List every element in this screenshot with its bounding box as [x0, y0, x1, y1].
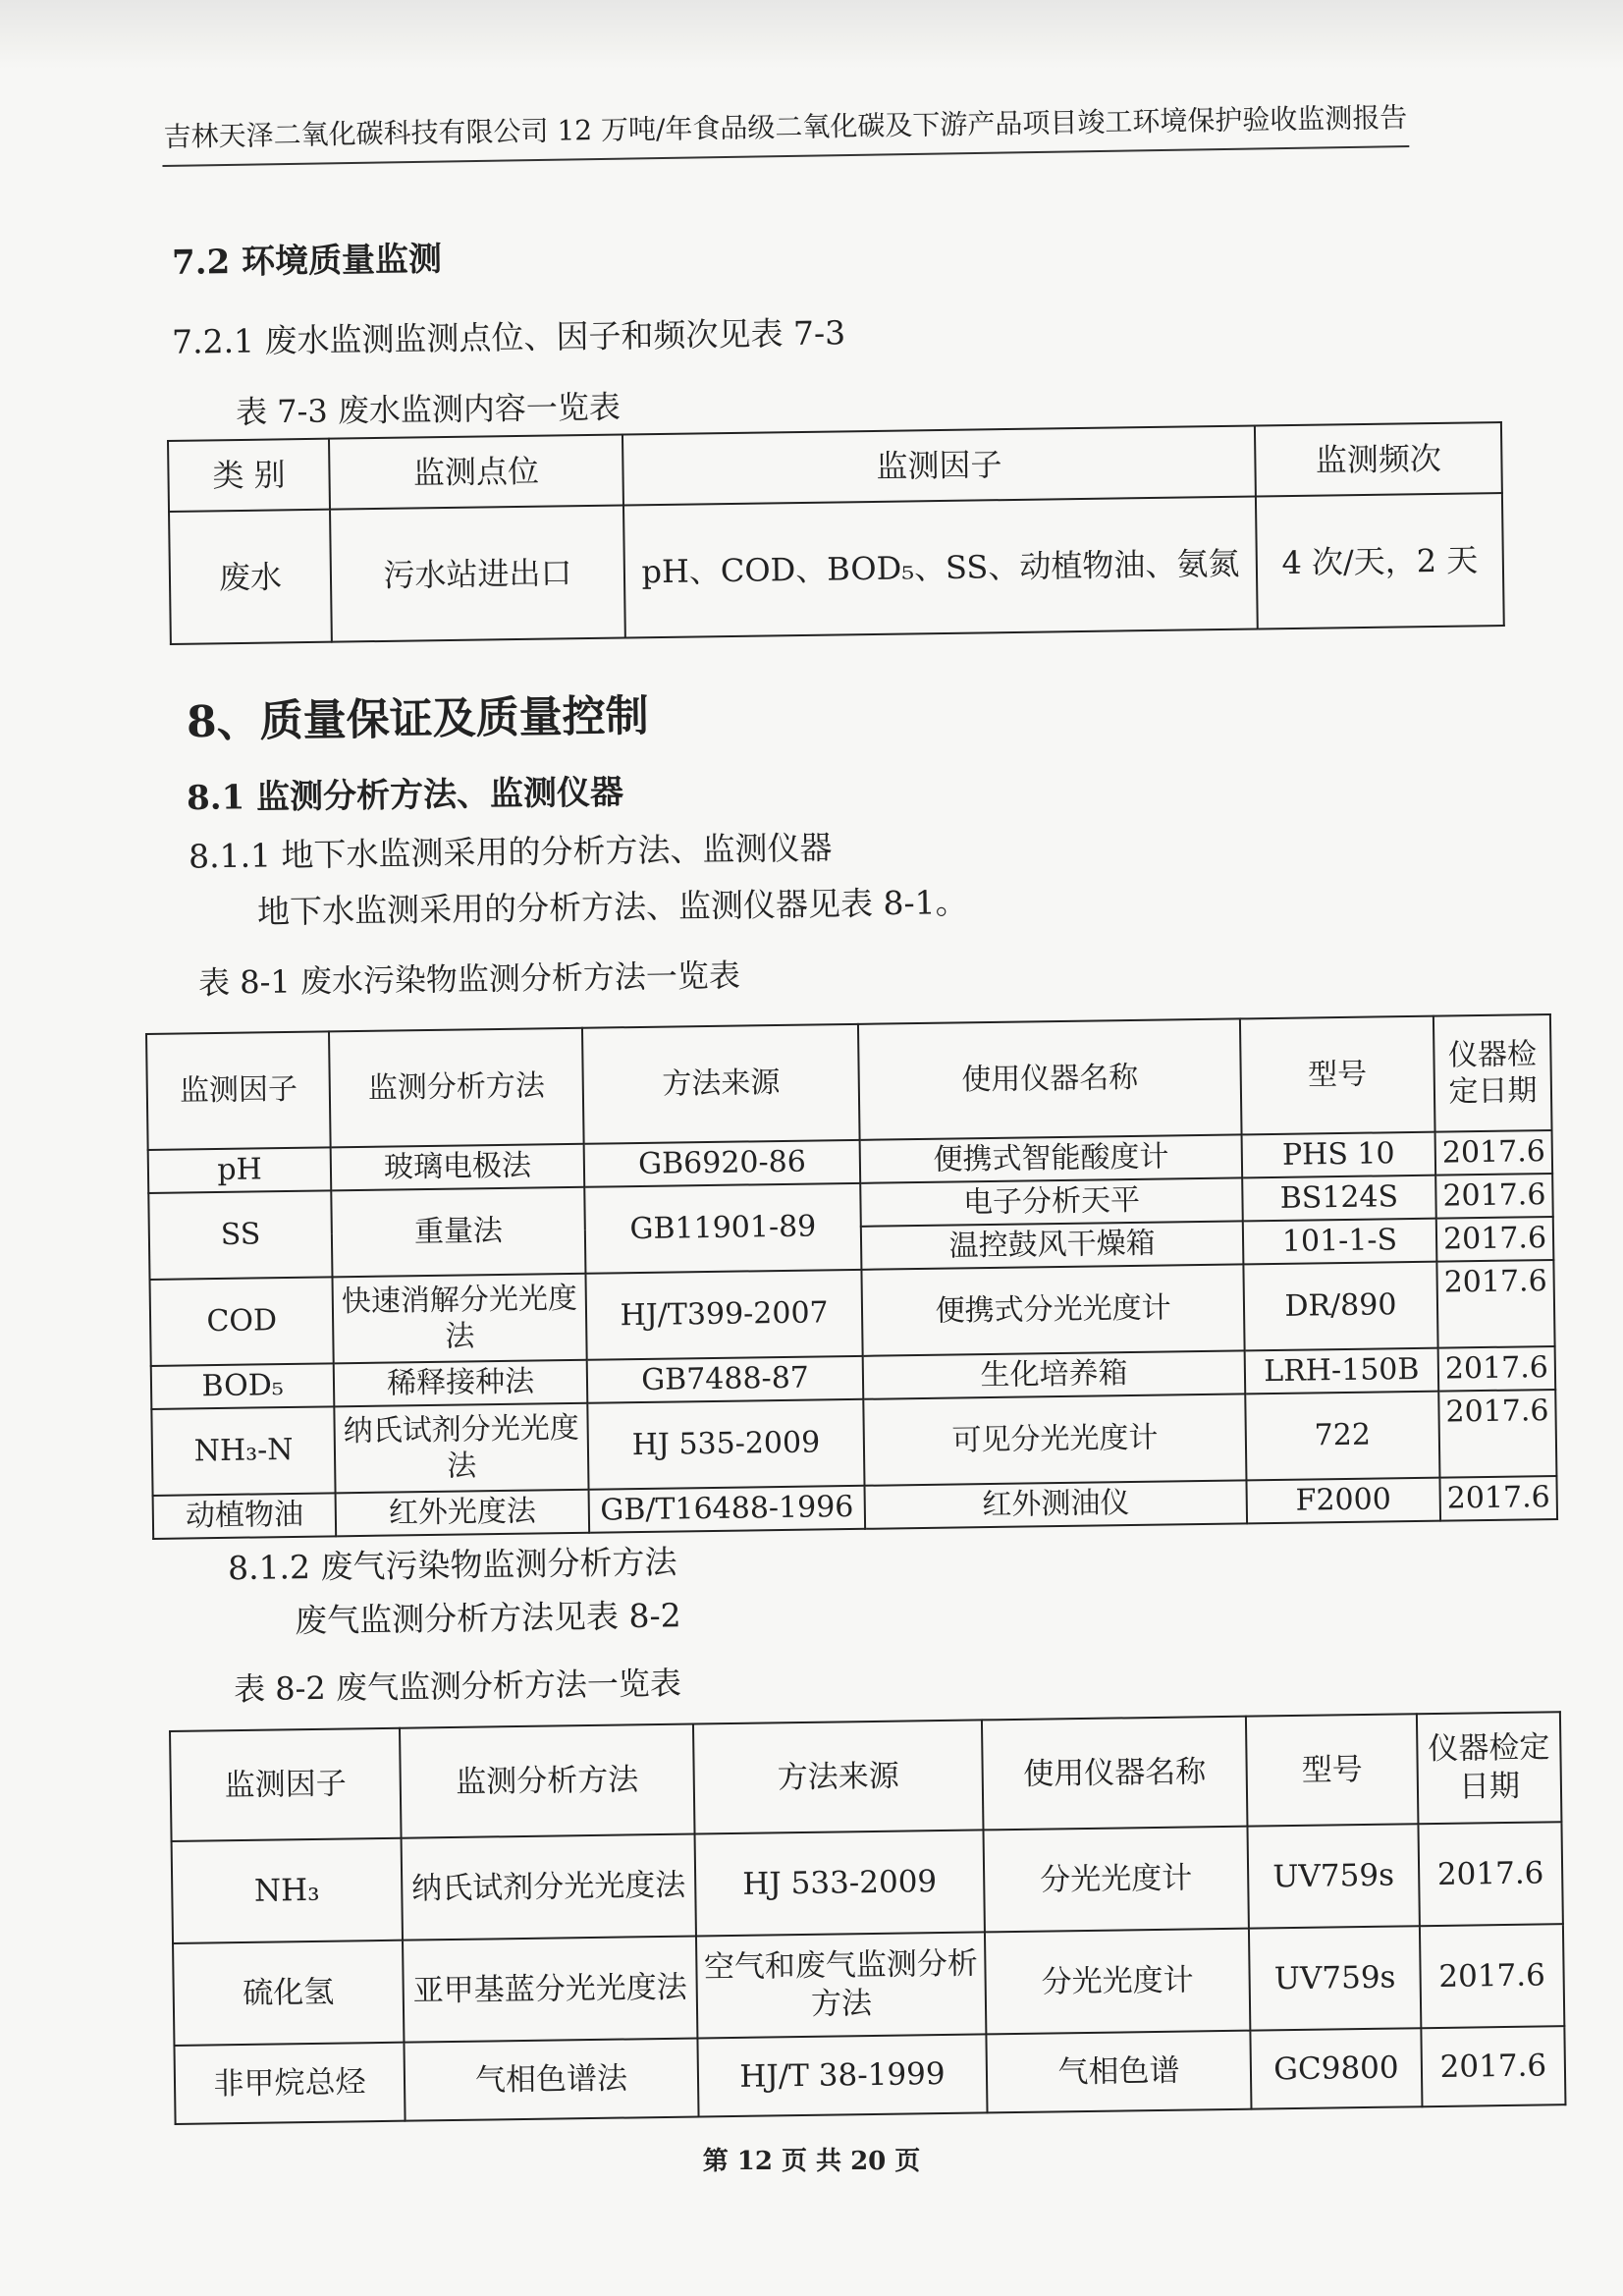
t81-model: 101-1-S: [1243, 1219, 1437, 1265]
t81-method: 红外光度法: [336, 1490, 589, 1537]
t82-factor: 硫化氢: [173, 1941, 404, 2046]
t81-source: GB/T16488-1996: [588, 1486, 865, 1533]
t81-factor: NH₃-N: [151, 1406, 336, 1496]
t73-header-type: 类 别: [168, 439, 330, 512]
t82-model: GC9800: [1250, 2028, 1422, 2108]
t81-model: 722: [1245, 1392, 1439, 1481]
section-8-1-1-title: 8.1.1 地下水监测采用的分析方法、监测仪器: [188, 828, 833, 876]
t81-model: PHS 10: [1241, 1132, 1435, 1178]
t81-source: GB7488-87: [587, 1356, 864, 1403]
table-7-3: [167, 421, 1505, 645]
t81-date: 2017.6: [1439, 1476, 1557, 1521]
t81-instrument: 可见分光光度计: [864, 1394, 1247, 1485]
t81-source: GB6920-86: [583, 1140, 860, 1187]
t81-method: 稀释接种法: [334, 1360, 587, 1407]
t82-method: 纳氏试剂分光光度法: [402, 1834, 696, 1941]
t81-factor: COD: [150, 1277, 335, 1366]
section-8-title: 8、质量保证及质量控制: [186, 690, 650, 748]
t81-method: 纳氏试剂分光光度法: [335, 1403, 589, 1494]
t82-instrument: 分光光度计: [985, 1929, 1250, 2035]
table-7-3-caption: 表 7-3 废水监测内容一览表: [235, 388, 622, 431]
t81-date: 2017.6: [1438, 1390, 1556, 1478]
table-row: [173, 1924, 1564, 2046]
table-8-2-caption: 表 8-2 废气监测分析方法一览表: [233, 1664, 682, 1709]
t81-factor: SS: [148, 1190, 333, 1280]
t81-header-method: 监测分析方法: [329, 1028, 583, 1148]
t82-source: HJ 533-2009: [695, 1830, 985, 1936]
section-7-2-title: 7.2 环境质量监测: [171, 240, 443, 283]
t73-cell-location: 污水站进出口: [330, 506, 625, 642]
t82-date: 2017.6: [1418, 1822, 1562, 1926]
table-row: [172, 1822, 1563, 1943]
t81-method: 玻璃电极法: [331, 1144, 584, 1191]
scan-shadow: [0, 0, 1623, 69]
t82-header-factor: 监测因子: [170, 1728, 402, 1841]
t73-header-location: 监测点位: [329, 435, 623, 510]
t81-date: 2017.6: [1435, 1174, 1553, 1219]
t81-date: 2017.6: [1436, 1217, 1554, 1262]
t81-date: 2017.6: [1438, 1346, 1556, 1392]
section-8-1-2-text: 废气监测分析方法见表 8-2: [294, 1596, 681, 1640]
t81-header-factor: 监测因子: [146, 1031, 331, 1150]
t81-header-model: 型号: [1240, 1016, 1435, 1135]
table-8-2: [169, 1711, 1566, 2125]
t81-instrument: 红外测油仪: [865, 1480, 1247, 1528]
t81-instrument: 便携式智能酸度计: [860, 1134, 1242, 1182]
t81-header-date: 仪器检定日期: [1434, 1014, 1552, 1132]
t82-factor: NH₃: [172, 1838, 403, 1943]
section-8-1-1-text: 地下水监测采用的分析方法、监测仪器见表 8-1。: [256, 882, 968, 932]
t82-instrument: 气相色谱: [986, 2031, 1251, 2113]
t82-method: 气相色谱法: [404, 2039, 698, 2121]
t82-instrument: 分光光度计: [983, 1827, 1248, 1933]
t82-factor: 非甲烷总烃: [174, 2043, 405, 2124]
t73-header-factor: 监测因子: [622, 426, 1256, 506]
t81-header-instrument: 使用仪器名称: [858, 1018, 1241, 1139]
t81-instrument: 电子分析天平: [860, 1177, 1242, 1226]
page-number: 第 12 页 共 20 页: [702, 2147, 921, 2176]
t81-method: 重量法: [332, 1187, 586, 1278]
t73-cell-frequency: 4 次/天，2 天: [1256, 493, 1504, 629]
t73-cell-type: 废水: [169, 510, 332, 644]
t81-model: BS124S: [1242, 1175, 1436, 1222]
t81-date: 2017.6: [1436, 1260, 1554, 1348]
t82-date: 2017.6: [1420, 1924, 1564, 2028]
t82-header-instrument: 使用仪器名称: [982, 1717, 1248, 1831]
section-8-1-2-title: 8.1.2 废气污染物监测分析方法: [227, 1542, 677, 1588]
t82-header-date: 仪器检定日期: [1417, 1712, 1562, 1824]
t81-instrument: 温控鼓风干燥箱: [861, 1221, 1243, 1269]
t81-header-source: 方法来源: [582, 1024, 860, 1144]
t81-source: HJ/T399-2007: [585, 1270, 863, 1360]
t81-date: 2017.6: [1435, 1130, 1553, 1175]
t81-source: HJ 535-2009: [587, 1399, 865, 1490]
t82-model: UV759s: [1247, 1824, 1419, 1928]
t81-factor: 动植物油: [153, 1493, 337, 1539]
page-header: 吉林天泽二氧化碳科技有限公司 12 万吨/年食品级二氧化碳及下游产品项目竣工环境保护验收监测报告: [162, 96, 1410, 167]
t82-source: HJ/T 38-1999: [697, 2034, 987, 2116]
t82-header-method: 监测分析方法: [400, 1724, 695, 1838]
t81-instrument: 便携式分光光度计: [862, 1264, 1245, 1355]
table-8-1-caption: 表 8-1 废水污染物监测分析方法一览表: [197, 957, 741, 1002]
t81-source: GB11901-89: [584, 1183, 862, 1274]
t73-header-frequency: 监测频次: [1255, 422, 1502, 496]
t82-header-model: 型号: [1246, 1714, 1419, 1826]
t82-header-source: 方法来源: [693, 1720, 984, 1833]
t81-model: DR/890: [1243, 1262, 1437, 1351]
section-8-1-title: 8.1 监测分析方法、监测仪器: [186, 772, 624, 819]
t81-method: 快速消解分光光度法: [333, 1274, 587, 1364]
table-8-1: [145, 1013, 1558, 1540]
t82-model: UV759s: [1249, 1926, 1421, 2030]
t73-cell-factor: pH、COD、BOD₅、SS、动植物油、氨氮: [623, 497, 1258, 638]
t81-instrument: 生化培养箱: [863, 1350, 1245, 1398]
t81-model: F2000: [1246, 1478, 1440, 1524]
t82-method: 亚甲基蓝分光光度法: [403, 1937, 697, 2043]
section-7-2-1-title: 7.2.1 废水监测监测点位、因子和频次见表 7-3: [171, 313, 846, 361]
t81-factor: pH: [148, 1147, 332, 1193]
t81-factor: BOD₅: [151, 1363, 335, 1409]
t81-model: LRH-150B: [1244, 1348, 1438, 1394]
t82-date: 2017.6: [1421, 2026, 1565, 2106]
t82-source: 空气和废气监测分析方法: [696, 1932, 986, 2038]
